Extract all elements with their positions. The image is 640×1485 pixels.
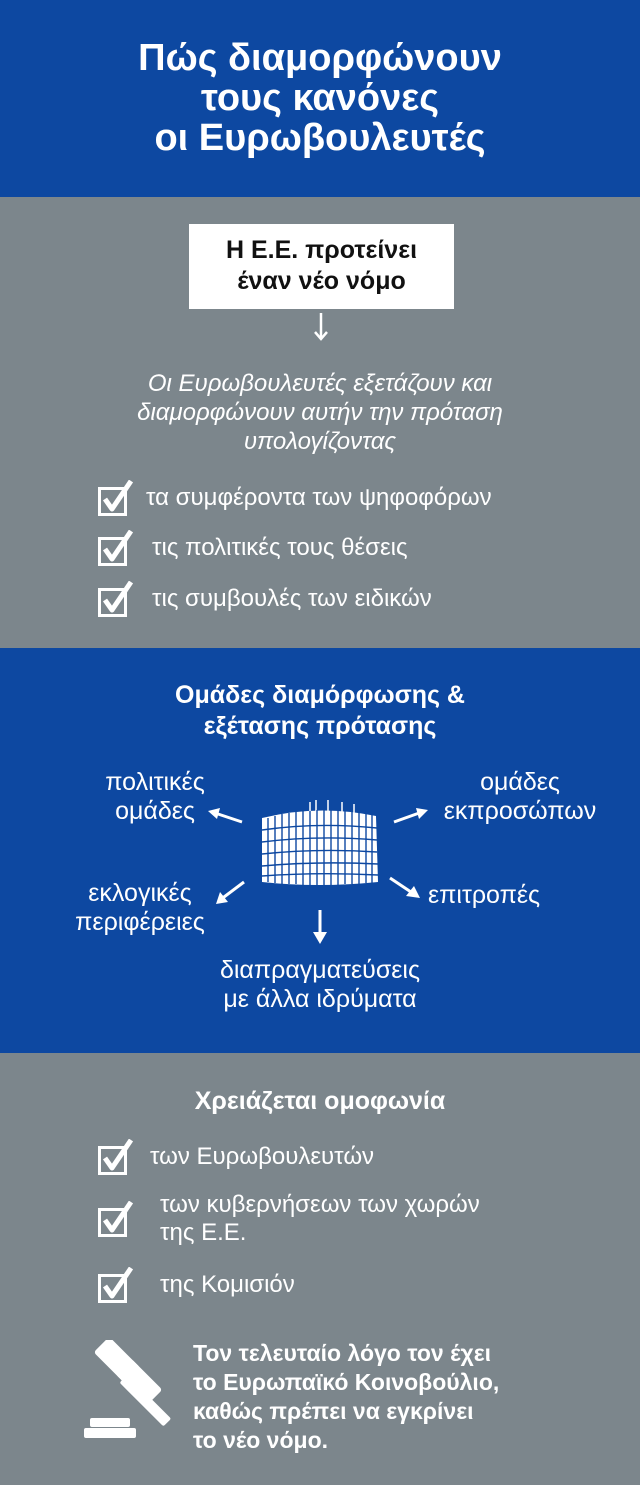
node-constituencies: [40, 879, 240, 937]
review-item: [98, 480, 492, 516]
node-line: εκπροσώπων: [443, 797, 597, 825]
groups-heading-line: εξέτασης πρότασης: [203, 712, 437, 740]
page-title: [0, 38, 640, 158]
review-item-label: τα συμφέροντα των ψηφοφόρων: [146, 484, 492, 511]
node-line: πολιτικές: [105, 768, 205, 796]
arrow-down-icon: [311, 313, 331, 343]
checkbox-checked-icon: [98, 480, 134, 516]
node-line: περιφέρειες: [75, 908, 205, 936]
checkbox-checked-icon: [98, 581, 134, 617]
title-section: [0, 0, 640, 197]
review-line: υπολογίζοντας: [243, 428, 397, 455]
title-line: οι Ευρωβουλευτές: [154, 117, 486, 159]
agreement-heading: Χρειάζεται ομοφωνία: [194, 1087, 446, 1115]
title-line: τους κανόνες: [200, 77, 440, 119]
review-text: [0, 369, 640, 456]
review-item-label: τις συμβουλές των ειδικών: [152, 585, 432, 612]
node-line: εκλογικές: [88, 879, 192, 907]
checkbox-checked-icon: [98, 1267, 134, 1303]
title-line: Πώς διαμορφώνουν: [138, 37, 502, 79]
review-item: [98, 581, 432, 617]
review-item-label: τις πολιτικές τους θέσεις: [152, 534, 408, 561]
agreement-item: [98, 1267, 295, 1303]
node-line: επιτροπές: [428, 881, 541, 909]
node-line: διαπραγματεύσεις: [219, 956, 421, 984]
agreement-item-line: των κυβερνήσεων των χωρών: [160, 1191, 480, 1218]
review-line: Οι Ευρωβουλευτές εξετάζουν και: [147, 370, 493, 397]
groups-heading: [0, 680, 640, 742]
proposal-line: έναν νέο νόμο: [237, 267, 406, 295]
agreement-item-line: της Ε.Ε.: [160, 1219, 247, 1246]
proposal-line: Η Ε.Ε. προτείνει: [225, 236, 418, 264]
arrow-right-up-icon: [390, 806, 430, 826]
groups-heading-line: Ομάδες διαμόρφωσης &: [175, 681, 465, 709]
gavel-icon: [80, 1340, 180, 1440]
checkbox-checked-icon: [98, 530, 134, 566]
agreement-item-label: των Ευρωβουλευτών: [150, 1143, 375, 1170]
review-line: διαμορφώνουν αυτήν την πρόταση: [137, 399, 503, 426]
review-item: [98, 530, 408, 566]
verdict-line: καθώς πρέπει να εγκρίνει: [193, 1398, 474, 1424]
agreement-item: [98, 1139, 374, 1175]
verdict-line: το Ευρωπαϊκό Κοινοβούλιο,: [193, 1369, 500, 1395]
node-line: ομάδες: [115, 797, 195, 825]
checkbox-checked-icon: [98, 1201, 134, 1237]
parliament-building-icon: [258, 798, 382, 888]
verdict-line: Τον τελευταίο λόγο τον έχει: [193, 1340, 492, 1366]
verdict-text: [193, 1339, 613, 1455]
arrow-left-up-icon: [206, 806, 246, 826]
agreement-item-label: [160, 1191, 480, 1247]
proposal-section: [0, 197, 640, 648]
node-line: με άλλα ιδρύματα: [223, 985, 417, 1013]
arrow-right-down-icon: [388, 876, 422, 900]
node-line: ομάδες: [480, 768, 560, 796]
verdict-line: το νέο νόμο.: [193, 1427, 329, 1453]
node-negotiations: [150, 956, 490, 1014]
groups-section: [0, 648, 640, 1053]
agreement-section: [0, 1053, 640, 1485]
agreement-item-label: της Κομισιόν: [160, 1271, 295, 1298]
checkbox-checked-icon: [98, 1139, 134, 1175]
arrow-left-down-icon: [214, 880, 246, 906]
proposal-box: [189, 224, 454, 309]
node-representatives: [420, 768, 620, 826]
node-committees: [428, 881, 588, 910]
arrow-down-icon: [310, 910, 330, 946]
